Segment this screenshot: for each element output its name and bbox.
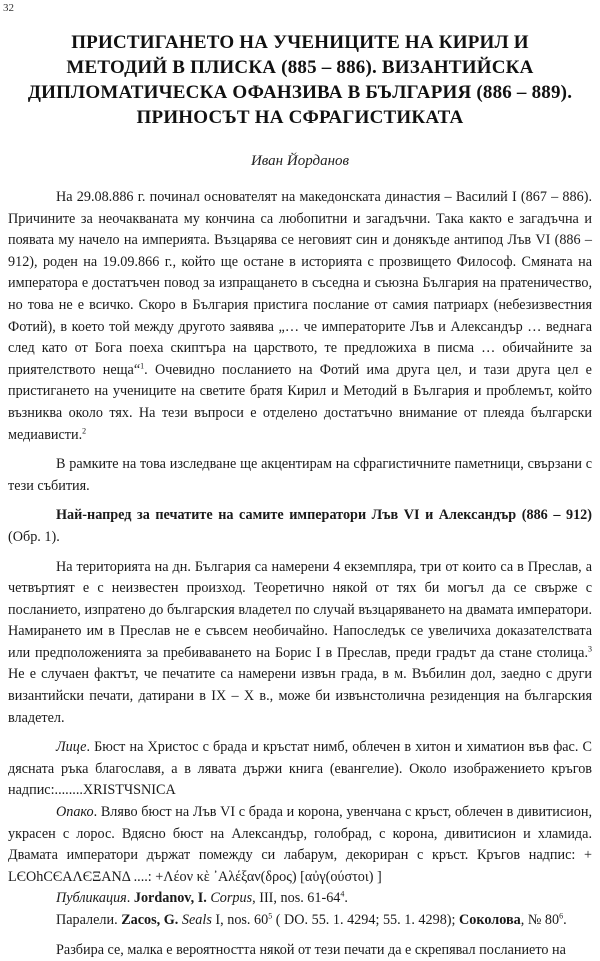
paragraph-parallels: Паралели. Zacos, G. Seals I, nos. $60^5$ ( DO. 55. 1. 4294; 55. 1. 4298); Соколова, № $80^6$. xyxy=(56,911,567,928)
article-body xyxy=(8,187,592,961)
article-title xyxy=(10,30,590,130)
footnote-ref[interactable]: 3 xyxy=(588,644,592,654)
footnote-ref[interactable]: 5 xyxy=(268,911,273,921)
title-line: ДИПЛОМАТИЧЕСКА ОФАНЗИВА В БЪЛГАРИЯ (886 – 889). xyxy=(27,82,573,103)
paragraph-finds: На територията на дн. България са намерени 4 екземпляра, три от които са в Преслав, а четвъртият е с неизвестен произход. Теоретично някой от тях би могъл да се свърже с посланието, изпратено до българския владетел по случай възцаряването на двамата императори. Намирането им в Преслав не е съвсем необичайно. Напоследък се увеличиха доказателствата или предположенията за пребиваването на Борис I в Преслав, преди градът да стане столица.$^3$ Не е случаен фактът, че печатите са намерени извън града, в м. Въбилин дол, заедно с други византийски печати, датирани в IX – X в., може би извънстолична резиденция на българския владетел. xyxy=(8,558,592,726)
page-number: 32 xyxy=(3,2,14,14)
footnote-ref[interactable]: 4 xyxy=(340,889,345,899)
author-name: Иван Йорданов xyxy=(250,153,350,169)
footnote-ref[interactable]: 2 xyxy=(82,425,87,435)
paragraph-intro: На 29.08.886 г. починал основателят на македонската династия – Василий I (867 – 886). Причините за неочакваната му кончина са любопитни и загадъчни. Така както е загадъчна и появата му начело на империята. Възцарява се неговият син и донякъде антипод Лъв VI (886 – 912), роден на 19.09.866 г., който ще остане в историята с прозвището Философ. Смяната на императора е достатъчен повод за изпращането в съседна и съюзна България на пратеничество, но това не е всичко. Скоро в България пристига послание от самия патриарх (небезизвестния Фотий), в което той между другото заявява „… че императорите Лъв и Александър … веднага след като от Бога поеха скиптъра на царството, те предложиха в писма … обичайните за приятелството неща“$^1$. Очевидно посланието на Фотий има друга цел, и тази друга цел е пристигането на учениците на светите братя Кирил и Методий в България и проблемът, който възниква около тях. На тези въпроси е отделено достатъчно внимание от плеяда български медиависти.$^2$ xyxy=(8,189,592,443)
title-line: МЕТОДИЙ В ПЛИСКА (885 – 886). ВИЗАНТИЙСКА xyxy=(66,57,534,78)
paragraph-publication: Публикация. Jordanov, I. Corpus, III, nos. $61-64^4$. xyxy=(56,889,348,907)
footnote-ref[interactable]: 6 xyxy=(559,911,564,921)
footnote-ref[interactable]: 1 xyxy=(140,361,145,371)
title-line: ПРИСТИГАНЕТО НА УЧЕНИЦИТЕ НА КИРИЛ И xyxy=(71,32,529,53)
paragraph-reverse: Опако. Вляво бюст на Лъв VI с брада и корона, увенчана с кръст, облечен в дивитисион, украсен с лорос. Вдясно бюст на Александър, голобрад, с корона, дивитисион и хламида. Двамата императори държат помежду си лабарум, декориран с кръст. Кръгов надпис: + LЄOhCЄAΛЄΞANΔ ....: +Λέον κὲ ᾿Αλέξαν(δρος) [αὐγ(ούστοι) ] xyxy=(8,804,592,885)
title-line: ПРИНОСЪТ НА СФРАГИСТИКАТА xyxy=(136,107,464,128)
paragraph-section-heading: Най-напред за печатите на самите императори Лъв VI и Александър (886 – 912) (Обр. 1). xyxy=(8,507,592,545)
paragraph-obverse: Лице. Бюст на Христос с брада и кръстат нимб, облечен в хитон и химатион във фас. С дясната ръка благославя, а в лявата държи книга (евангелие). Около изображението кръгов надпис:........XRISTЧSNICA xyxy=(8,739,592,799)
paragraph-continuation: Разбира се, малка е вероятността някой от тези печати да е скрепявал посланието на xyxy=(56,941,566,958)
paragraph-scope: В рамките на това изследване ще акцентирам на сфрагистичните паметници, свързани с тези събития. xyxy=(8,456,592,494)
